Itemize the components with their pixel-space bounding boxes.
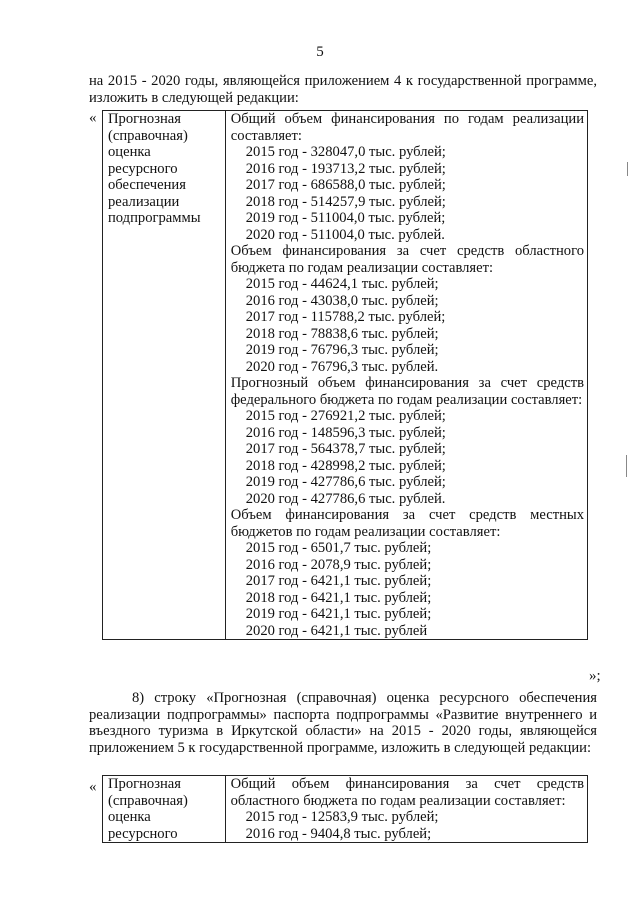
funding-year-item: 2016 год - 148596,3 тыс. рублей;: [245, 424, 446, 441]
funding-year-item: 2017 год - 6421,1 тыс. рублей;: [245, 573, 432, 589]
section-heading: Объем финансирования за счет средств областного бюджета по годам реализации составляет:: [230, 243, 584, 276]
page-number: 5: [316, 44, 324, 60]
funding-year-item: 2019 год - 76796,3 тыс. рублей;: [245, 342, 439, 358]
section-heading: Общий объем финансирования по годам реализации составляет:: [230, 111, 584, 144]
resource-table-5: [102, 775, 588, 843]
label-line: ресурсного: [108, 825, 178, 842]
funding-year-item: 2017 год - 564378,7 тыс. рублей;: [245, 441, 446, 457]
section-heading: Прогнозный объем финансирования за счет средств федерального бюджета по годам реализации составляет:: [230, 375, 584, 408]
resource-table-4: [102, 110, 588, 640]
funding-year-item: 2015 год - 6501,7 тыс. рублей;: [245, 540, 432, 556]
quote-open-1: «: [89, 110, 97, 126]
funding-year-item: 2019 год - 6421,1 тыс. рублей;: [245, 606, 432, 622]
label-line: подпрограммы: [108, 210, 201, 226]
funding-year-item: 2017 год - 115788,2 тыс. рублей;: [245, 309, 446, 325]
funding-year-item: 2016 год - 2078,9 тыс. рублей;: [245, 556, 432, 573]
funding-year-item: 2018 год - 78838,6 тыс. рублей;: [245, 325, 439, 342]
funding-year-item: 2020 год - 6421,1 тыс. рублей: [245, 622, 428, 639]
funding-year-item: 2020 год - 511004,0 тыс. рублей.: [245, 226, 445, 243]
scan-mark: [626, 455, 627, 477]
quote-close-1: »;: [589, 668, 601, 684]
funding-year-item: 2020 год - 76796,3 тыс. рублей.: [245, 358, 439, 375]
funding-year-item: 2016 год - 9404,8 тыс. рублей;: [245, 825, 432, 842]
funding-year-item: 2015 год - 328047,0 тыс. рублей;: [245, 144, 446, 160]
section-heading: Объем финансирования за счет средств местных бюджетов по годам реализации составляет:: [230, 507, 584, 540]
intro-paragraph: на 2015 - 2020 годы, являющейся приложением 4 к государственной программе, изложить в следующей редакции:: [89, 73, 597, 106]
table-body-cell: [225, 776, 587, 843]
funding-year-item: 2015 год - 12583,9 тыс. рублей;: [245, 809, 439, 825]
label-line: (справочная): [108, 127, 188, 144]
funding-year-item: 2019 год - 427786,6 тыс. рублей;: [245, 474, 446, 490]
funding-year-item: 2020 год - 427786,6 тыс. рублей.: [245, 490, 446, 507]
section-heading: Общий объем финансирования за счет средств областного бюджета по годам реализации составляет:: [230, 776, 584, 809]
funding-year-item: 2018 год - 428998,2 тыс. рублей;: [245, 457, 446, 474]
label-line: (справочная): [108, 792, 188, 809]
scan-mark: [627, 162, 628, 176]
funding-year-item: 2015 год - 276921,2 тыс. рублей;: [245, 408, 446, 424]
label-line: Прогнозная: [108, 111, 181, 127]
table-label-cell: [103, 776, 226, 843]
label-line: ресурсного: [108, 160, 178, 177]
funding-year-item: 2018 год - 6421,1 тыс. рублей;: [245, 589, 432, 606]
funding-year-item: 2016 год - 193713,2 тыс. рублей;: [245, 160, 446, 177]
label-line: оценка: [108, 809, 151, 825]
label-line: оценка: [108, 144, 151, 160]
label-line: реализации: [108, 193, 180, 210]
paragraph-8: 8) строку «Прогнозная (справочная) оценка ресурсного обеспечения реализации подпрограммы» паспорта подпрограммы «Развитие внутреннего и въездного туризма в Иркутской области» на 2015 - 2020 годы, являющейся приложением 5 к государственной программе, изложить в следующей редакции:: [89, 690, 597, 756]
funding-year-item: 2016 год - 43038,0 тыс. рублей;: [245, 292, 439, 309]
table-label-cell: [103, 111, 226, 640]
label-line: обеспечения: [108, 177, 186, 193]
table-body-cell: [225, 111, 587, 640]
quote-open-2: «: [89, 779, 97, 795]
label-line: Прогнозная: [108, 776, 181, 792]
funding-year-item: 2019 год - 511004,0 тыс. рублей;: [245, 210, 446, 226]
funding-year-item: 2017 год - 686588,0 тыс. рублей;: [245, 177, 446, 193]
funding-year-item: 2015 год - 44624,1 тыс. рублей;: [245, 276, 439, 292]
funding-year-item: 2018 год - 514257,9 тыс. рублей;: [245, 193, 446, 210]
